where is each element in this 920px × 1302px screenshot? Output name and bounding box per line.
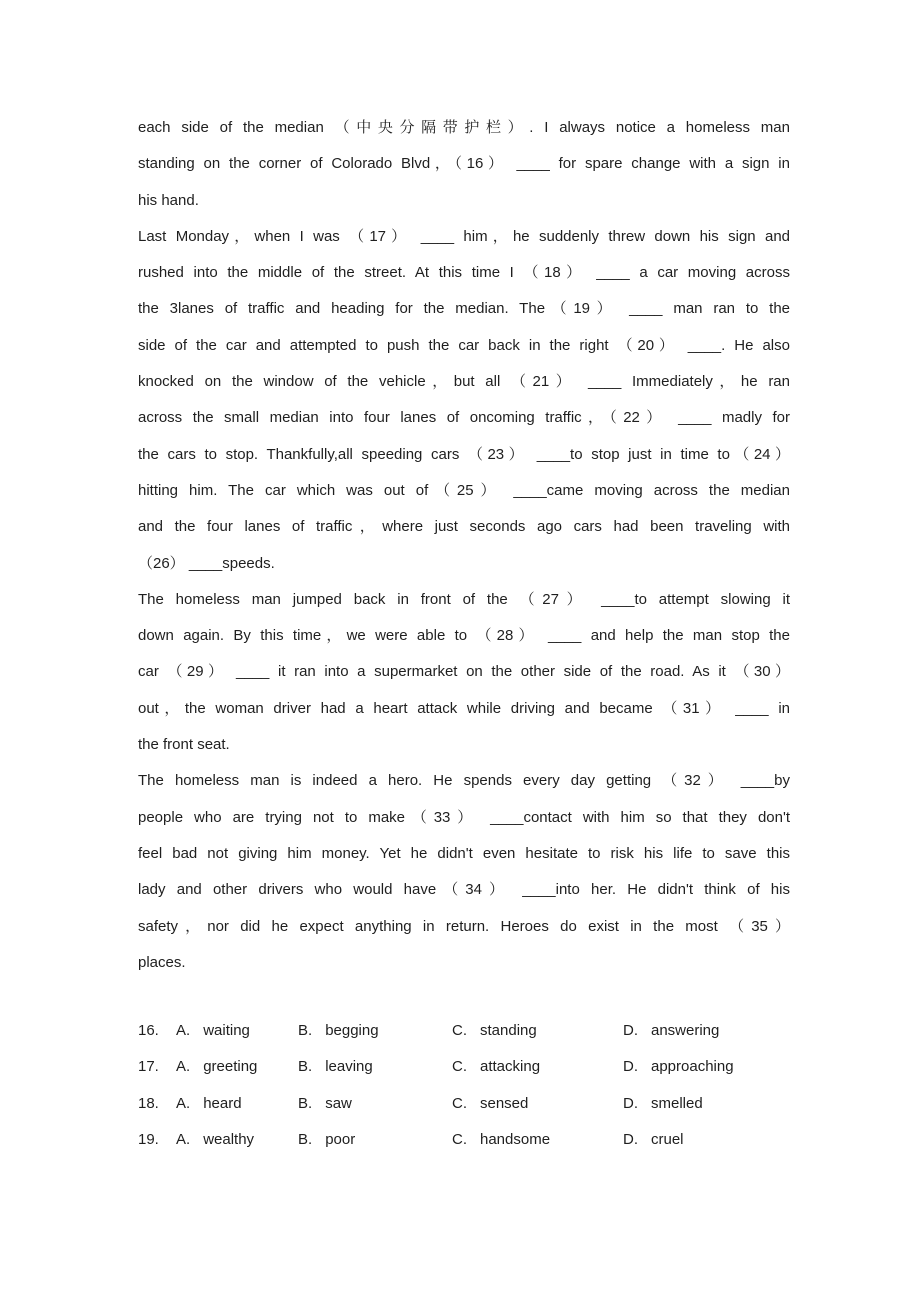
option-letter: D. [623, 1094, 638, 1112]
option-b [298, 1122, 452, 1158]
option-text: standing [480, 1022, 537, 1039]
question-row [138, 1013, 878, 1049]
passage-line: his hand. [138, 191, 199, 209]
option-text: heard [203, 1094, 242, 1112]
option-letter: D. [623, 1130, 638, 1148]
option-text: waiting [203, 1022, 250, 1039]
cloze-passage [138, 110, 790, 981]
option-letter: A. [176, 1022, 191, 1039]
passage-line: car （29） ____ it ran into a supermarket on the other side of the road. As it （30） [138, 663, 790, 681]
option-text: leaving [325, 1058, 373, 1076]
passage-line: side of the car and attempted to push the car back in the right （20） ____. He also [138, 336, 790, 354]
option-text: wealthy [203, 1130, 255, 1148]
option-letter: A. [176, 1094, 191, 1112]
option-letter: B. [298, 1058, 313, 1076]
passage-line: places. [138, 953, 186, 971]
option-letter: C. [452, 1058, 467, 1076]
option-text: saw [325, 1094, 352, 1112]
option-c [452, 1122, 623, 1158]
option-letter: B. [298, 1094, 313, 1112]
question-row [138, 1049, 878, 1085]
passage-line: and the four lanes of traffic，where just seconds ago cars had been traveling with [138, 518, 790, 536]
option-b [298, 1013, 452, 1049]
option-text: sensed [480, 1094, 529, 1112]
passage-line: the cars to stop. Thankfully,all speeding cars （23） ____to stop just in time to（24） [138, 445, 790, 463]
question-row [138, 1122, 878, 1158]
question-number: 18. [138, 1094, 159, 1112]
passage-line: out，the woman driver had a heart attack while driving and became （31） ____ in [138, 699, 790, 717]
answer-options-grid [138, 1013, 878, 1158]
passage-line: down again. By this time，we were able to （28） ____ and help the man stop the [138, 627, 790, 645]
passage-line: feel bad not giving him money. Yet he didn't even hesitate to risk his life to save this [138, 844, 790, 862]
option-a [176, 1122, 298, 1158]
option-c [452, 1049, 623, 1085]
passage-line: the front seat. [138, 736, 230, 754]
option-letter: A. [176, 1058, 191, 1076]
option-a [176, 1086, 298, 1122]
question-number: 19. [138, 1130, 159, 1148]
option-c [452, 1013, 623, 1049]
passage-line: people who are trying not to make（33） ____contact with him so that they don't [138, 808, 790, 826]
passage-line: The homeless man is indeed a hero. He spends every day getting （32） ____by [138, 772, 790, 790]
option-letter: B. [298, 1130, 313, 1148]
passage-line: knocked on the window of the vehicle，but all （21） ____ Immediately，he ran [138, 373, 790, 391]
option-letter: A. [176, 1130, 191, 1148]
passage-line: （26） ____speeds. [138, 554, 275, 572]
question-number: 16. [138, 1022, 159, 1039]
option-text: handsome [480, 1130, 551, 1148]
option-text: greeting [203, 1058, 258, 1076]
passage-line: hitting him. The car which was out of（25） ____came moving across the median [138, 481, 790, 499]
option-b [298, 1086, 452, 1122]
question-row [138, 1086, 878, 1122]
option-letter: C. [452, 1094, 467, 1112]
option-text: approaching [651, 1058, 734, 1076]
option-d [623, 1086, 878, 1122]
passage-line: rushed into the middle of the street. At this time I （18） ____ a car moving across [138, 264, 790, 282]
passage-line: each side of the median （中央分隔带护栏）. I always notice a homeless man [138, 119, 790, 136]
option-letter: D. [623, 1058, 638, 1076]
passage-line: safety，nor did he expect anything in return. Heroes do exist in the most （35） [138, 917, 790, 935]
option-b [298, 1049, 452, 1085]
option-text: cruel [651, 1130, 684, 1148]
option-d [623, 1013, 878, 1049]
option-text: answering [651, 1022, 720, 1039]
option-letter: C. [452, 1130, 467, 1148]
passage-line: across the small median into four lanes of oncoming traffic，（22） ____ madly for [138, 409, 790, 427]
option-text: smelled [651, 1094, 703, 1112]
option-letter: C. [452, 1022, 467, 1039]
passage-line: lady and other drivers who would have（34） ____into her. He didn't think of his [138, 881, 790, 899]
option-text: attacking [480, 1058, 541, 1076]
option-d [623, 1122, 878, 1158]
passage-line: the 3lanes of traffic and heading for the median. The（19） ____ man ran to the [138, 300, 790, 318]
option-text: poor [325, 1130, 356, 1148]
option-a [176, 1049, 298, 1085]
passage-line: standing on the corner of Colorado Blvd，（16） ____ for spare change with a sign in [138, 155, 790, 173]
passage-line: The homeless man jumped back in front of the （27） ____to attempt slowing it [138, 590, 790, 608]
passage-line: Last Monday，when I was （17） ____ him，he suddenly threw down his sign and [138, 227, 790, 245]
option-letter: B. [298, 1022, 313, 1039]
option-d [623, 1049, 878, 1085]
option-c [452, 1086, 623, 1122]
option-letter: D. [623, 1022, 638, 1039]
option-a [176, 1013, 298, 1049]
question-number: 17. [138, 1058, 159, 1076]
option-text: begging [325, 1022, 379, 1039]
